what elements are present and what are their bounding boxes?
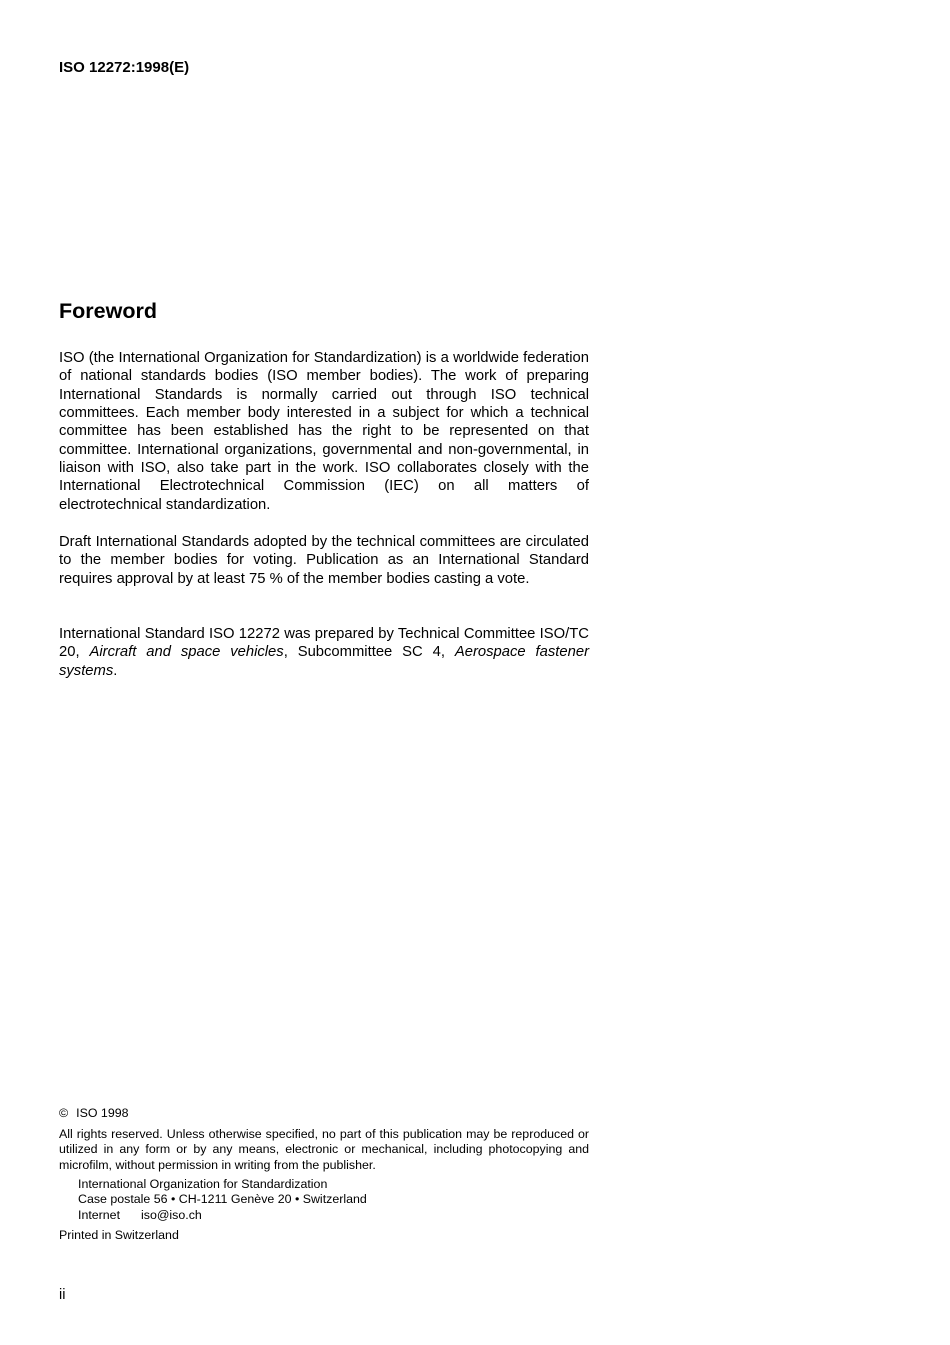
committee-name: Aircraft and space vehicles xyxy=(89,644,284,661)
printed-location: Printed in Switzerland xyxy=(59,1228,179,1242)
postal-address: Case postale 56 • CH-1211 Genève 20 • Switzerland xyxy=(78,1192,367,1207)
publisher-address xyxy=(78,1177,367,1223)
page-number: ii xyxy=(59,1287,66,1303)
foreword-paragraph-1: ISO (the International Organization for Standardization) is a worldwide federation of national standards bodies (ISO member bodies). The work of preparing International Standards is normally carried out through ISO technical committees. Each member body interested in a subject for which a technical committee has been established has the right to be represented on that committee. International organizations, governmental and non-governmental, in liaison with ISO, also take part in the work. ISO collaborates closely with the International Electrotechnical Commission (IEC) on all matters of electrotechnical standardization. xyxy=(59,350,589,513)
internet-label: Internet xyxy=(78,1207,121,1222)
organization-name: International Organization for Standardization xyxy=(78,1177,328,1191)
copyright-icon: © xyxy=(59,1106,69,1120)
paragraph-3-text-b: , Subcommittee SC 4, xyxy=(283,644,455,661)
internet-contact xyxy=(78,1208,367,1223)
document-id-header: ISO 12272:1998(E) xyxy=(59,59,190,76)
subcommittee-name: Aerospace fastener systems xyxy=(59,644,589,679)
paragraph-3-text-c: . xyxy=(113,662,118,679)
foreword-paragraph-2: Draft International Standards adopted by the technical committees are circulated to the member bodies for voting. Publication as an International Standard requires approval by at least 75 % of the member bodies casting a vote. xyxy=(59,534,589,587)
copyright-year: ISO 1998 xyxy=(76,1106,129,1120)
foreword-heading: Foreword xyxy=(59,299,157,323)
copyright-notice xyxy=(59,1106,129,1121)
internet-email: iso@iso.ch xyxy=(141,1207,202,1222)
foreword-paragraph-3 xyxy=(59,625,589,680)
paragraph-3-text-a: International Standard ISO 12272 was prepared by Technical Committee ISO/TC 20, xyxy=(59,626,589,661)
rights-reserved-text: All rights reserved. Unless otherwise specified, no part of this publication may be reproduced or utilized in any form or by any means, electronic or mechanical, including photocopying and microfilm, without permission in writing from the publisher. xyxy=(59,1127,589,1172)
